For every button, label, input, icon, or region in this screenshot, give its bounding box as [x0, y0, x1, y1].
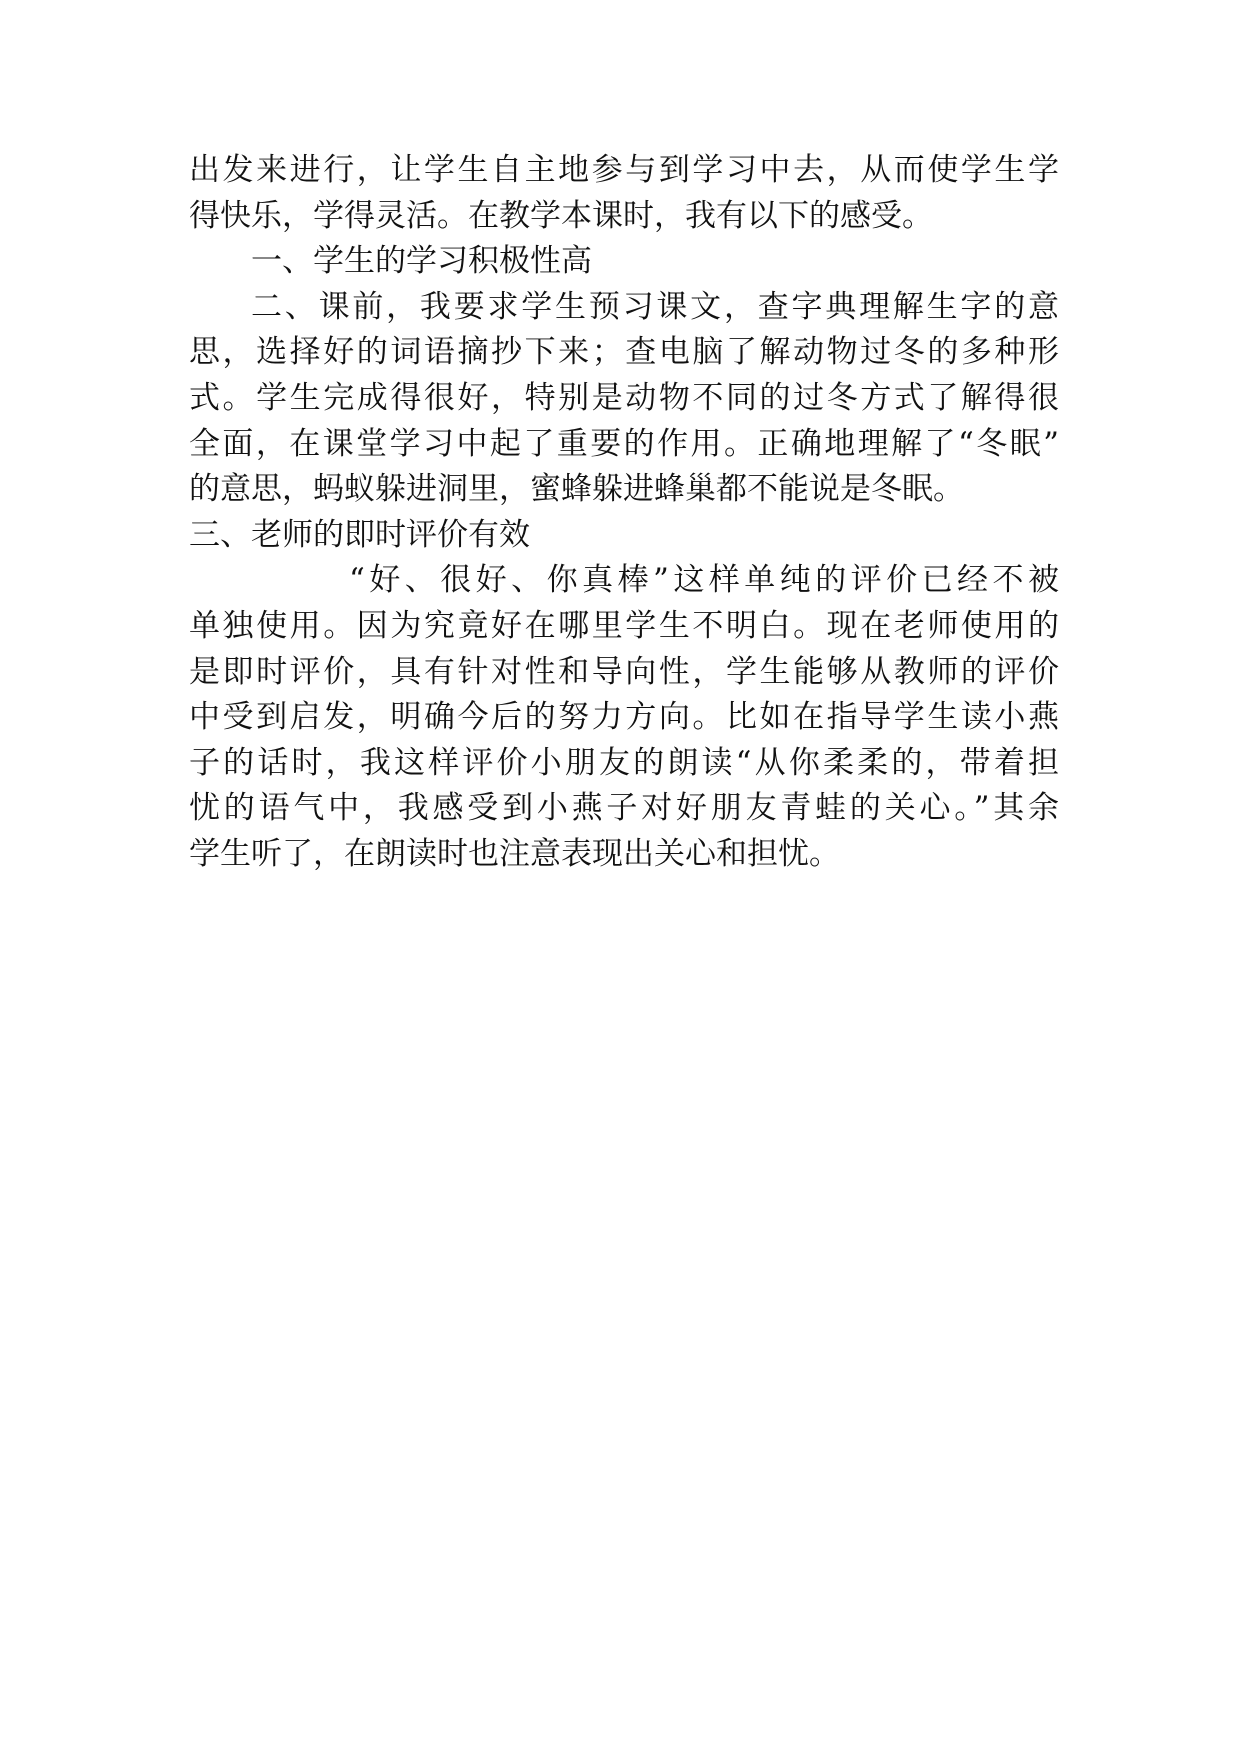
paragraph-line: 中受到启发，明确今后的努力方向。比如在指导学生读小燕 [189, 699, 1059, 736]
paragraph-line: 得快乐，学得灵活。在教学本课时，我有以下的感受。 [189, 197, 933, 234]
document-body [189, 148, 1059, 878]
paragraph-line: 式。学生完成得很好，特别是动物不同的过冬方式了解得很 [189, 379, 1059, 416]
paragraph-line: 全面，在课堂学习中起了重要的作用。正确地理解了“冬眠” [189, 425, 1059, 462]
paragraph-line: 子的话时，我这样评价小朋友的朗读“从你柔柔的，带着担 [189, 744, 1059, 781]
paragraph-line: 是即时评价，具有针对性和导向性，学生能够从教师的评价 [189, 653, 1059, 690]
section-heading: 一、学生的学习积极性高 [251, 243, 592, 280]
paragraph-line: 思，选择好的词语摘抄下来；查电脑了解动物过冬的多种形 [189, 334, 1059, 371]
paragraph-line: “好、很好、你真棒”这样单纯的评价已经不被 [349, 562, 1059, 599]
paragraph-line: 出发来进行，让学生自主地参与到学习中去，从而使学生学 [189, 152, 1059, 188]
section-heading: 三、老师的即时评价有效 [189, 516, 530, 553]
paragraph-line: 二、课前，我要求学生预习课文，查字典理解生字的意 [251, 288, 1059, 325]
paragraph-line: 单独使用。因为究竟好在哪里学生不明白。现在老师使用的 [189, 607, 1059, 644]
paragraph-line: 的意思，蚂蚁躲进洞里，蜜蜂躲进蜂巢都不能说是冬眠。 [189, 471, 964, 508]
paragraph-line: 学生听了，在朗读时也注意表现出关心和担忧。 [189, 835, 840, 872]
paragraph-line: 忧的语气中，我感受到小燕子对好朋友青蛙的关心。”其余 [189, 790, 1059, 827]
